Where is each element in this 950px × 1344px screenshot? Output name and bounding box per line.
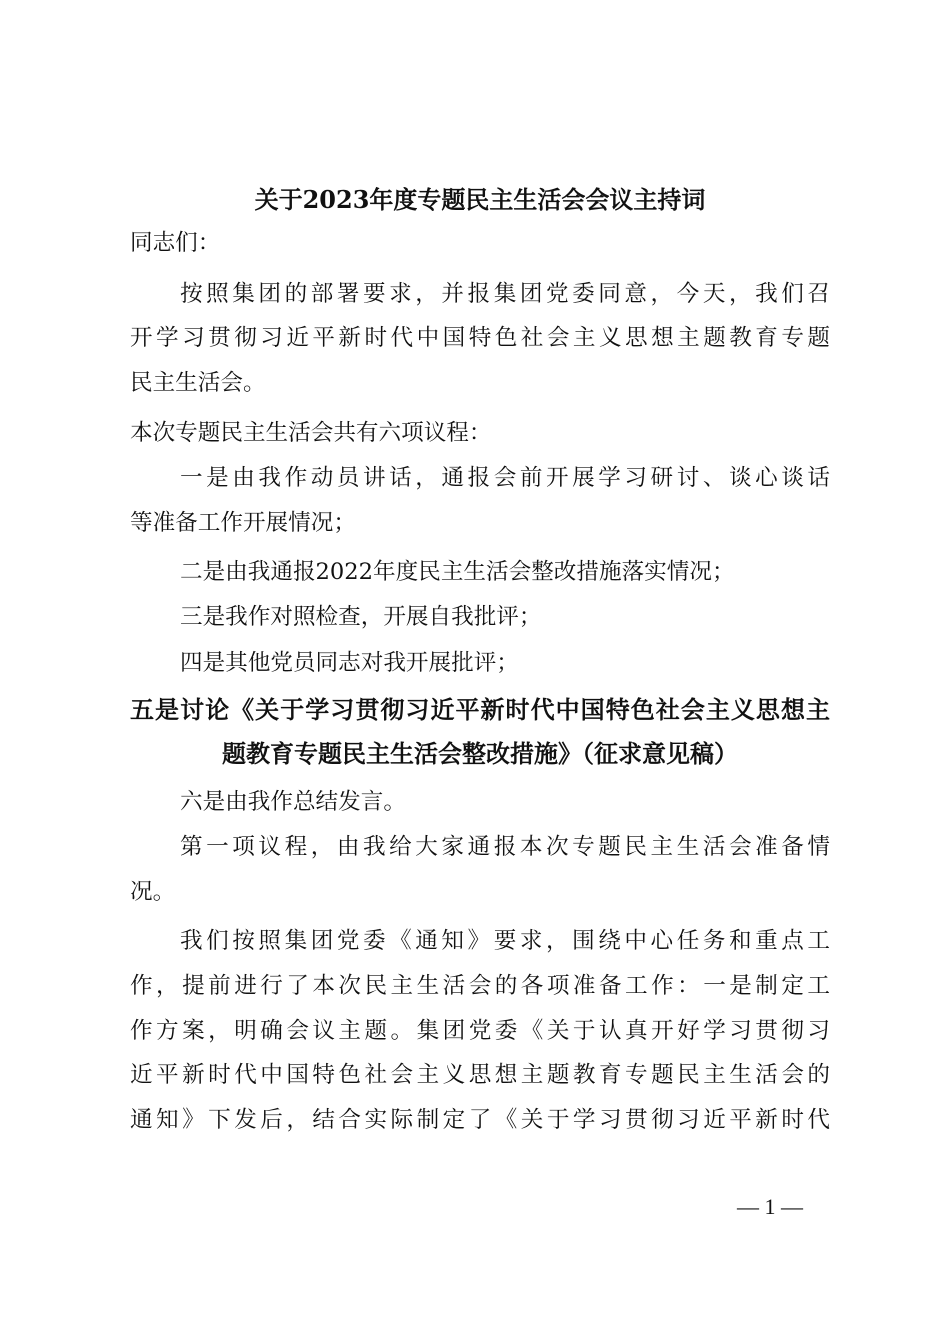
paragraph-line: 作方案，明确会议主题。集团党委《关于认真开好学习贯彻习 [130, 1018, 830, 1044]
agenda-item-6: 六是由我作总结发言。 [180, 789, 406, 815]
paragraph-line: 近平新时代中国特色社会主义思想主题教育专题民主生活会的 [130, 1062, 830, 1088]
paragraph-line: 民主生活会。 [130, 370, 266, 396]
page-number: — 1 — [737, 1194, 803, 1219]
agenda-item-2: 二是由我通报2022年度民主生活会整改措施落实情况； [180, 559, 735, 585]
paragraph-line: 况。 [130, 879, 176, 905]
agenda-item-3: 三是我作对照检查，开展自我批评； [180, 604, 542, 630]
paragraph-line: 通知》下发后，结合实际制定了《关于学习贯彻习近平新时代 [130, 1107, 830, 1133]
paragraph-line: 开学习贯彻习近平新时代中国特色社会主义思想主题教育专题 [130, 325, 830, 351]
paragraph-line: 第一项议程，由我给大家通报本次专题民主生活会准备情 [180, 834, 830, 860]
paragraph-line: 作，提前进行了本次民主生活会的各项准备工作：一是制定工 [130, 973, 830, 999]
salutation: 同志们： [130, 230, 221, 256]
agenda-intro: 本次专题民主生活会共有六项议程： [130, 420, 492, 446]
agenda-item-5-cont: 题教育专题民主生活会整改措施》（征求意见稿） [222, 739, 738, 768]
paragraph-line: 按照集团的部署要求，并报集团党委同意，今天，我们召 [180, 281, 830, 307]
document-title: 关于2023年度专题民主生活会会议主持词 [254, 185, 706, 214]
agenda-item-1: 一是由我作动员讲话，通报会前开展学习研讨、谈心谈话 [180, 465, 830, 491]
agenda-item-5: 五是讨论《关于学习贯彻习近平新时代中国特色社会主义思想主 [130, 695, 830, 724]
agenda-item-1-cont: 等准备工作开展情况； [130, 510, 356, 536]
paragraph-line: 我们按照集团党委《通知》要求，围绕中心任务和重点工 [180, 928, 830, 954]
agenda-item-4: 四是其他党员同志对我开展批评； [180, 650, 519, 676]
